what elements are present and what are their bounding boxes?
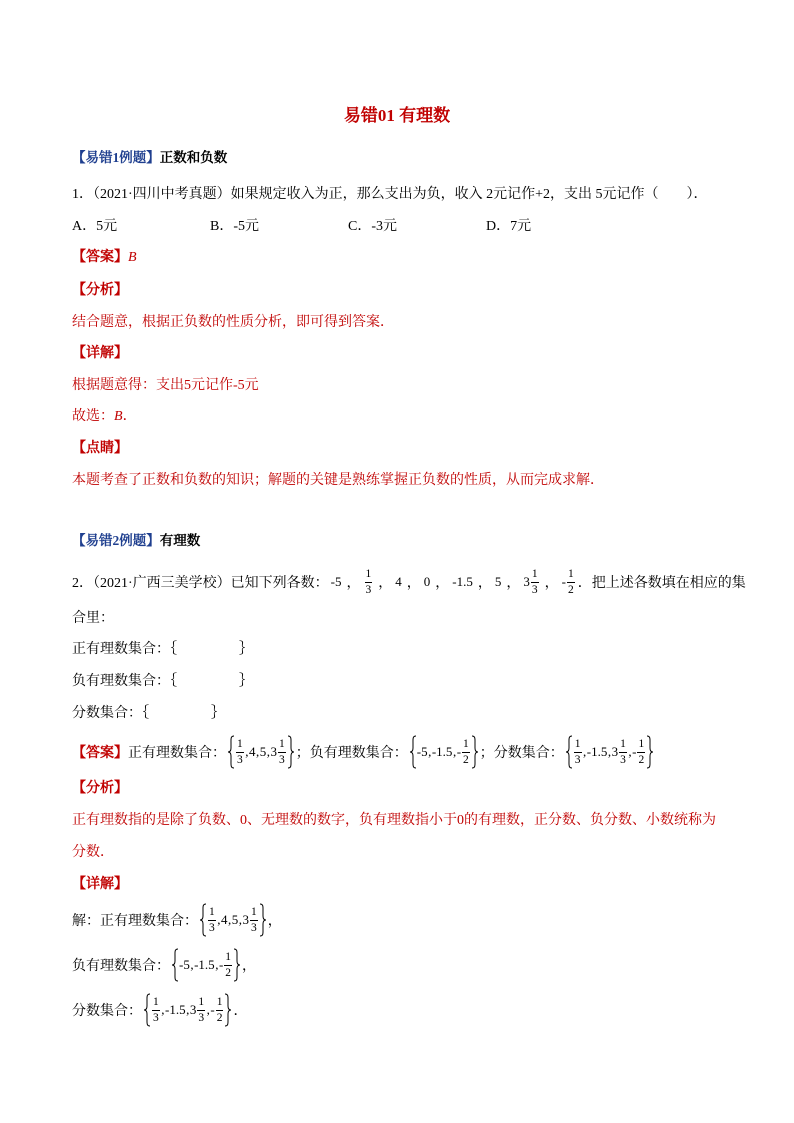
math-minus-sign: - [456, 744, 462, 759]
analysis-1-text: 结合题意，根据正负数的性质分析，即可得到答案． [72, 315, 394, 330]
detail-negative-end: ， [242, 959, 257, 974]
detail-1-text: 根据题意得：支出5元记作-5元 [72, 378, 259, 393]
fraction-denominator: 2 [638, 753, 645, 766]
fraction-denominator: 3 [209, 921, 215, 934]
answer-negative-label: ；负有理数集合： [295, 746, 408, 761]
math-number: -1.5 [431, 744, 453, 759]
comment-1-label: 【点睛】 [72, 441, 128, 456]
detail-2-positive-line [72, 900, 282, 940]
blank-open-brace: ｛ [170, 642, 177, 657]
list-separator: , [452, 744, 457, 759]
blank-positive-set [72, 640, 253, 660]
answer-negative-set [409, 735, 479, 769]
question-2-number-list [331, 568, 576, 596]
math-whole-part: 3 [242, 912, 249, 927]
math-number: -1.5 [452, 574, 473, 589]
analysis-2-text-line-1: 正有理数指的是除了负数、0、无理数的数字，负有理数指小于0的有理数，正分数、负分数、小数统称为 [72, 813, 716, 828]
example-tag: 【易错1例题】 [72, 150, 160, 165]
list-separator: , [238, 912, 242, 927]
list-separator: , [583, 744, 587, 759]
detail-positive-set [199, 903, 267, 937]
detail-positive-label: 解：正有理数集合： [72, 914, 198, 929]
math-number: 5 [231, 912, 239, 927]
math-whole-part: 3 [523, 574, 530, 589]
list-separator: , [217, 912, 221, 927]
fraction-numerator: 1 [637, 738, 645, 753]
math-number: -5 [416, 744, 428, 759]
list-separator: ， [435, 576, 450, 591]
math-fraction [531, 568, 539, 596]
right-brace-icon [259, 903, 267, 937]
left-brace-icon [171, 948, 179, 982]
fraction-numerator: 1 [250, 906, 258, 921]
detail-negative-label: 负有理数集合： [72, 959, 170, 974]
answer-fraction-label: ；分数集合： [479, 746, 564, 761]
answer-value: B [128, 250, 137, 265]
fraction-numerator: 1 [531, 568, 539, 583]
fraction-numerator: 1 [567, 568, 575, 583]
math-number: -5 [179, 957, 190, 972]
answer-fraction-set [565, 735, 654, 769]
detail-fraction-label: 分数集合： [72, 1004, 142, 1019]
list-separator: , [206, 1002, 210, 1017]
list-separator: , [607, 744, 612, 759]
fraction-denominator: 3 [620, 753, 626, 766]
blank-close-brace: ｝ [239, 674, 253, 689]
question-1-options [72, 217, 624, 237]
math-fraction [224, 951, 232, 979]
detail-fraction-end: ． [233, 1004, 248, 1019]
blank-close-brace: ｝ [211, 706, 225, 721]
blank-set-label: 分数集合： [72, 706, 142, 721]
blank-close-brace: ｝ [239, 642, 253, 657]
detail-positive-end: ， [267, 914, 282, 929]
example-topic: 有理数 [159, 533, 201, 548]
fraction-denominator: 3 [574, 753, 581, 766]
choice-suffix: ． [122, 409, 137, 424]
example-1-heading [72, 148, 227, 168]
question-1-text: 1．（2021·四川中考真题）如果规定收入为正，那么支出为负，收入 2元记作+2，支出 5元记作（ ）． [72, 187, 708, 202]
list-separator: , [228, 912, 232, 927]
blank-fraction-set [72, 704, 225, 724]
detail-1-label: 【详解】 [72, 346, 128, 361]
fraction-numerator: 1 [462, 738, 470, 753]
question-2-line-2: 合里： [72, 611, 114, 626]
answer-2-line [72, 732, 655, 772]
math-number: 0 [423, 574, 431, 589]
fraction-denominator: 3 [279, 753, 285, 766]
fraction-numerator: 1 [208, 906, 216, 921]
list-separator: , [256, 744, 260, 759]
option-c: C．-3元 [348, 219, 397, 234]
analysis-2-text-line-2: 分数． [72, 845, 114, 860]
fraction-denominator: 3 [237, 753, 243, 766]
math-fraction [152, 996, 160, 1024]
list-separator: ， [378, 576, 393, 591]
right-brace-icon [471, 735, 479, 769]
list-separator: , [245, 744, 249, 759]
answer-label: 【答案】 [72, 746, 128, 761]
math-number: 4 [395, 574, 402, 589]
question-2-suffix: ．把上述各数填在相应的集 [577, 576, 746, 591]
fraction-denominator: 2 [216, 1011, 223, 1024]
math-number: 4 [249, 744, 256, 759]
comment-1-text: 本题考查了正数和负数的知识；解题的关键是熟练掌握正负数的性质，从而完成求解． [72, 473, 604, 488]
left-brace-icon [227, 735, 235, 769]
math-fraction [278, 738, 286, 766]
left-brace-icon [199, 903, 207, 937]
fraction-denominator: 3 [153, 1011, 159, 1024]
math-fraction [567, 568, 575, 596]
analysis-2-label: 【分析】 [72, 781, 128, 796]
detail-negative-set [171, 948, 241, 982]
answer-1-line [72, 248, 137, 268]
analysis-1-label: 【分析】 [72, 283, 128, 298]
answer-positive-label: 正有理数集合： [128, 746, 226, 761]
example-2-heading [72, 531, 200, 551]
math-number: 5 [259, 744, 267, 759]
list-separator: , [428, 744, 432, 759]
question-2-prefix: 2．（2021·广西三美学校）已知下列各数： [72, 576, 329, 591]
fraction-numerator: 1 [365, 568, 373, 583]
list-separator: , [186, 1002, 190, 1017]
right-brace-icon [646, 735, 654, 769]
fraction-denominator: 2 [463, 753, 469, 766]
fraction-numerator: 1 [197, 996, 205, 1011]
fraction-numerator: 1 [216, 996, 224, 1011]
math-minus-sign: - [632, 744, 637, 759]
blank-open-brace: ｛ [170, 674, 177, 689]
math-number: -5 [330, 574, 342, 589]
fraction-denominator: 2 [225, 966, 232, 979]
fraction-denominator: 3 [531, 583, 538, 596]
list-separator: ， [506, 576, 521, 591]
list-separator: , [266, 744, 270, 759]
math-number: 4 [221, 912, 228, 927]
blank-set-label: 负有理数集合： [72, 674, 170, 689]
math-fraction [462, 738, 470, 766]
math-minus-sign: - [561, 574, 566, 589]
math-fraction [208, 906, 216, 934]
answer-label: 【答案】 [72, 250, 128, 265]
right-brace-icon [224, 993, 232, 1027]
blank-open-brace: ｛ [142, 706, 149, 721]
option-b: B．-5元 [210, 219, 259, 234]
blank-negative-set [72, 672, 253, 692]
fraction-numerator: 1 [152, 996, 160, 1011]
math-fraction [216, 996, 224, 1024]
math-whole-part: 3 [611, 744, 619, 759]
list-separator: ， [346, 576, 361, 591]
detail-fraction-set [143, 993, 232, 1027]
fraction-denominator: 3 [251, 921, 257, 934]
math-number: -1.5 [165, 1002, 186, 1017]
list-separator: , [628, 744, 632, 759]
list-separator: , [215, 957, 219, 972]
choice-prefix: 故选： [72, 409, 114, 424]
right-brace-icon [233, 948, 241, 982]
list-separator: , [190, 957, 194, 972]
math-whole-part: 3 [270, 744, 277, 759]
detail-2-label: 【详解】 [72, 877, 128, 892]
math-fraction [637, 738, 645, 766]
left-brace-icon [565, 735, 573, 769]
left-brace-icon [409, 735, 417, 769]
fraction-numerator: 1 [574, 738, 582, 753]
math-fraction [236, 738, 244, 766]
right-brace-icon [287, 735, 295, 769]
example-topic: 正数和负数 [159, 150, 228, 165]
list-separator: , [161, 1002, 165, 1017]
example-tag: 【易错2例题】 [72, 533, 160, 548]
list-separator: ， [477, 576, 492, 591]
fraction-denominator: 2 [567, 583, 574, 596]
fraction-numerator: 1 [236, 738, 244, 753]
math-number: -1.5 [586, 744, 608, 759]
detail-2-negative-line [72, 945, 256, 985]
list-separator: ， [406, 576, 421, 591]
left-brace-icon [143, 993, 151, 1027]
math-fraction [250, 906, 258, 934]
math-fraction [197, 996, 205, 1024]
math-minus-sign: - [218, 957, 224, 972]
math-number: -1.5 [194, 957, 215, 972]
option-a: A．5元 [72, 219, 118, 234]
fraction-numerator: 1 [619, 738, 627, 753]
math-fraction [619, 738, 627, 766]
list-separator: ， [544, 576, 559, 591]
blank-set-label: 正有理数集合： [72, 642, 170, 657]
detail-1-choice [72, 407, 137, 427]
page-title: 易错01 有理数 [343, 106, 451, 125]
fraction-denominator: 3 [198, 1011, 205, 1024]
math-minus-sign: - [210, 1002, 215, 1017]
fraction-numerator: 1 [278, 738, 286, 753]
math-whole-part: 3 [189, 1002, 197, 1017]
fraction-denominator: 3 [365, 583, 372, 596]
math-fraction [574, 738, 582, 766]
answer-positive-set [227, 735, 295, 769]
math-fraction [365, 568, 373, 596]
fraction-numerator: 1 [224, 951, 232, 966]
math-number: 5 [494, 574, 502, 589]
choice-value: B [114, 409, 123, 424]
option-d: D．7元 [486, 219, 532, 234]
detail-2-fraction-line [72, 990, 247, 1030]
question-2-text [72, 562, 746, 602]
